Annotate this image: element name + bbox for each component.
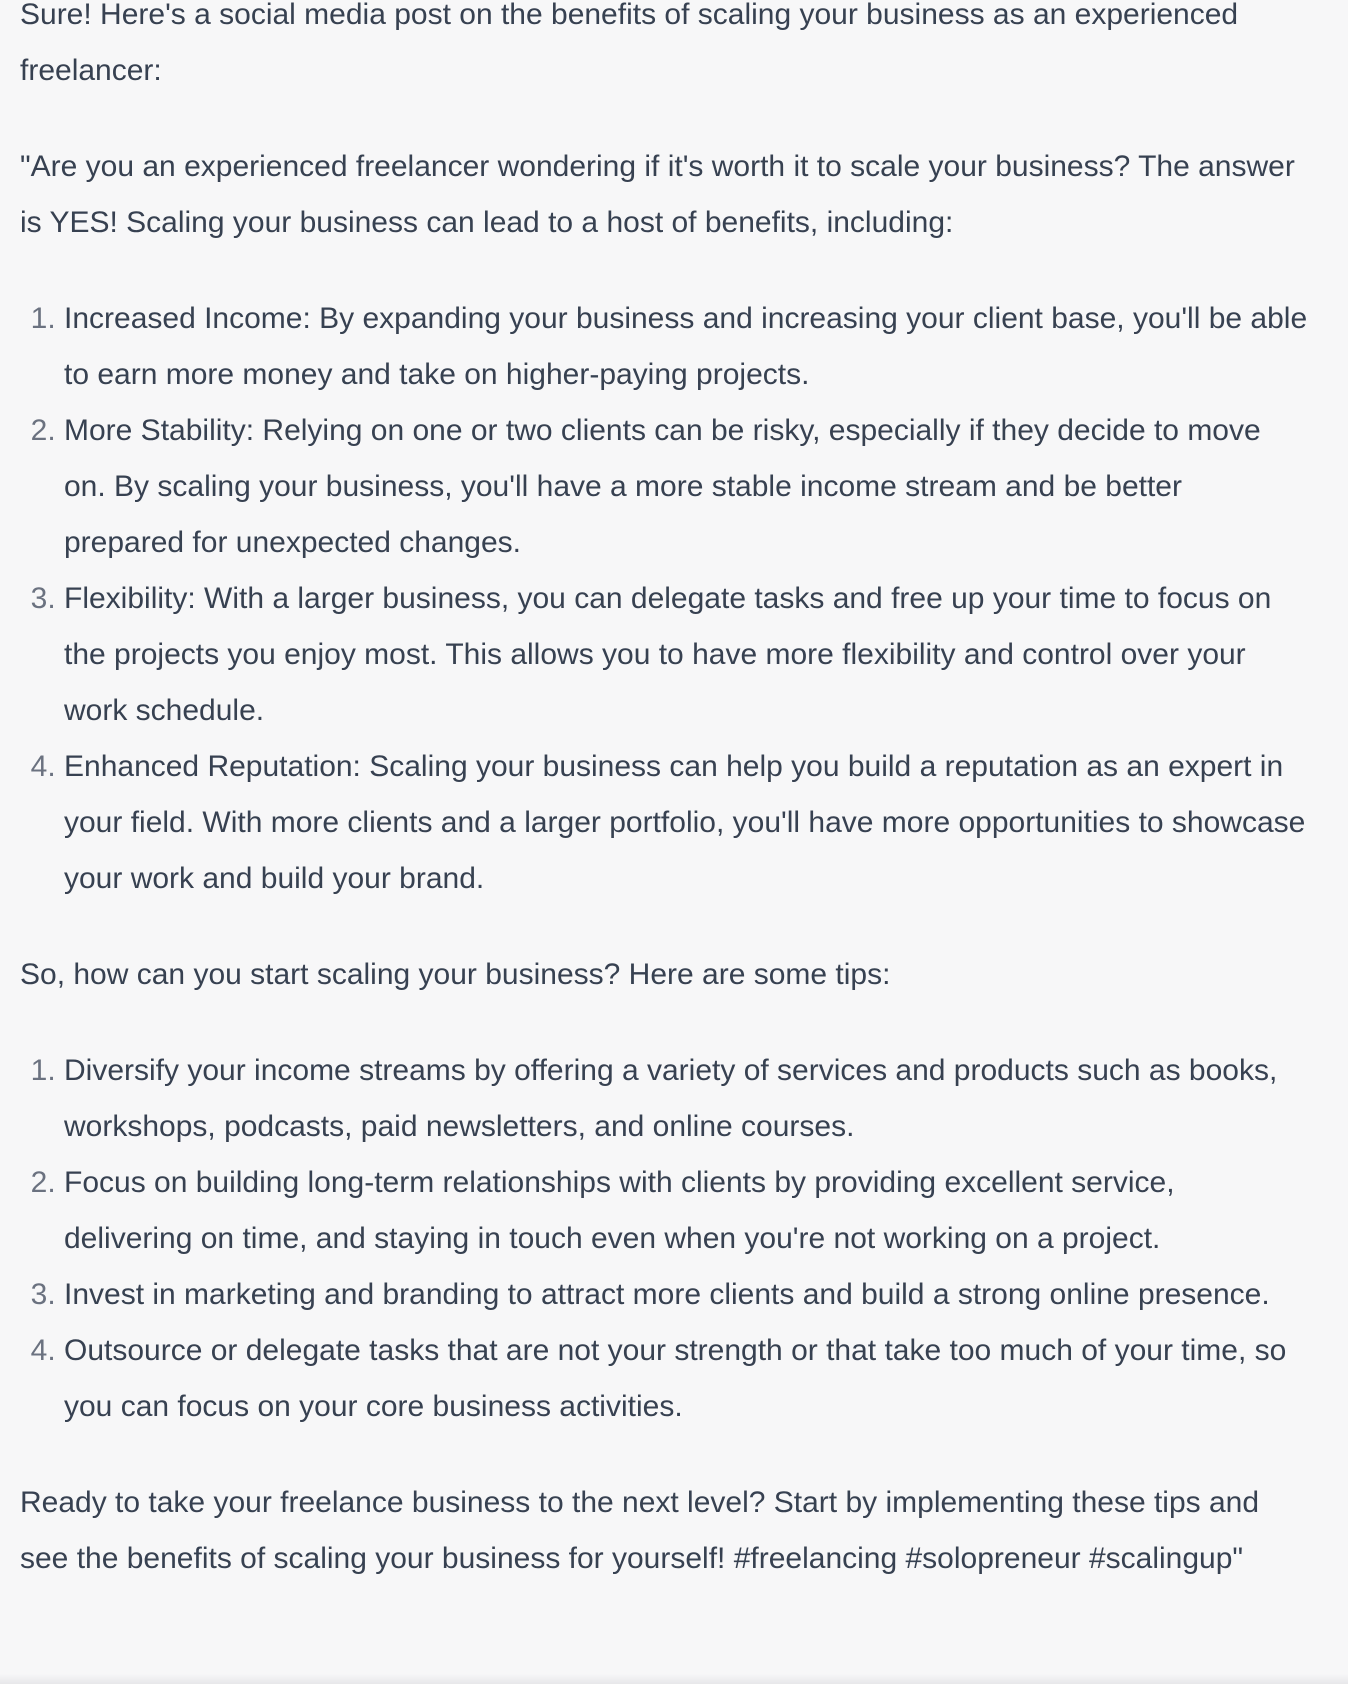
tips-list [20,1043,1310,1435]
closing-paragraph: Ready to take your freelance business to the next level? Start by implementing these tips and see the benefits of scaling your business for yourself! #freelancing #solopreneur #scalingup" [20,1486,1260,1575]
list-item: 2. Focus on building long-term relationships with clients by providing excellent service, delivering on time, and staying in touch even when you're not working on a project. [64,1155,1310,1267]
list-item: 4. Outsource or delegate tasks that are not your strength or that take too much of your time, so you can focus on your core business activities. [64,1323,1310,1435]
assistant-message [20,0,1310,1627]
list-item: 4. Enhanced Reputation: Scaling your business can help you build a reputation as an expert in your field. With more clients and a larger portfolio, you'll have more opportunities to showcase your work and build your brand. [64,739,1310,907]
intro-paragraph: Sure! Here's a social media post on the benefits of scaling your business as an experienced freelancer: [20,0,1239,87]
list-item: 2. More Stability: Relying on one or two clients can be risky, especially if they decide to move on. By scaling your business, you'll have a more stable income stream and be better prepared for unexpected changes. [64,403,1310,571]
list-item: 1. Diversify your income streams by offering a variety of services and products such as books, workshops, podcasts, paid newsletters, and online courses. [64,1043,1310,1155]
bottom-fade-overlay [0,1674,1348,1684]
list-item: 3. Flexibility: With a larger business, you can delegate tasks and free up your time to focus on the projects you enjoy most. This allows you to have more flexibility and control over your work schedule. [64,571,1310,739]
list-item: 1. Increased Income: By expanding your business and increasing your client base, you'll be able to earn more money and take on higher-paying projects. [64,291,1310,403]
tips-intro-paragraph: So, how can you start scaling your business? Here are some tips: [20,958,891,991]
post-opening-paragraph: "Are you an experienced freelancer wondering if it's worth it to scale your business? The answer is YES! Scaling your business can lead to a host of benefits, including: [20,150,1295,239]
list-item: 3. Invest in marketing and branding to attract more clients and build a strong online presence. [64,1267,1310,1323]
benefits-list [20,291,1310,907]
